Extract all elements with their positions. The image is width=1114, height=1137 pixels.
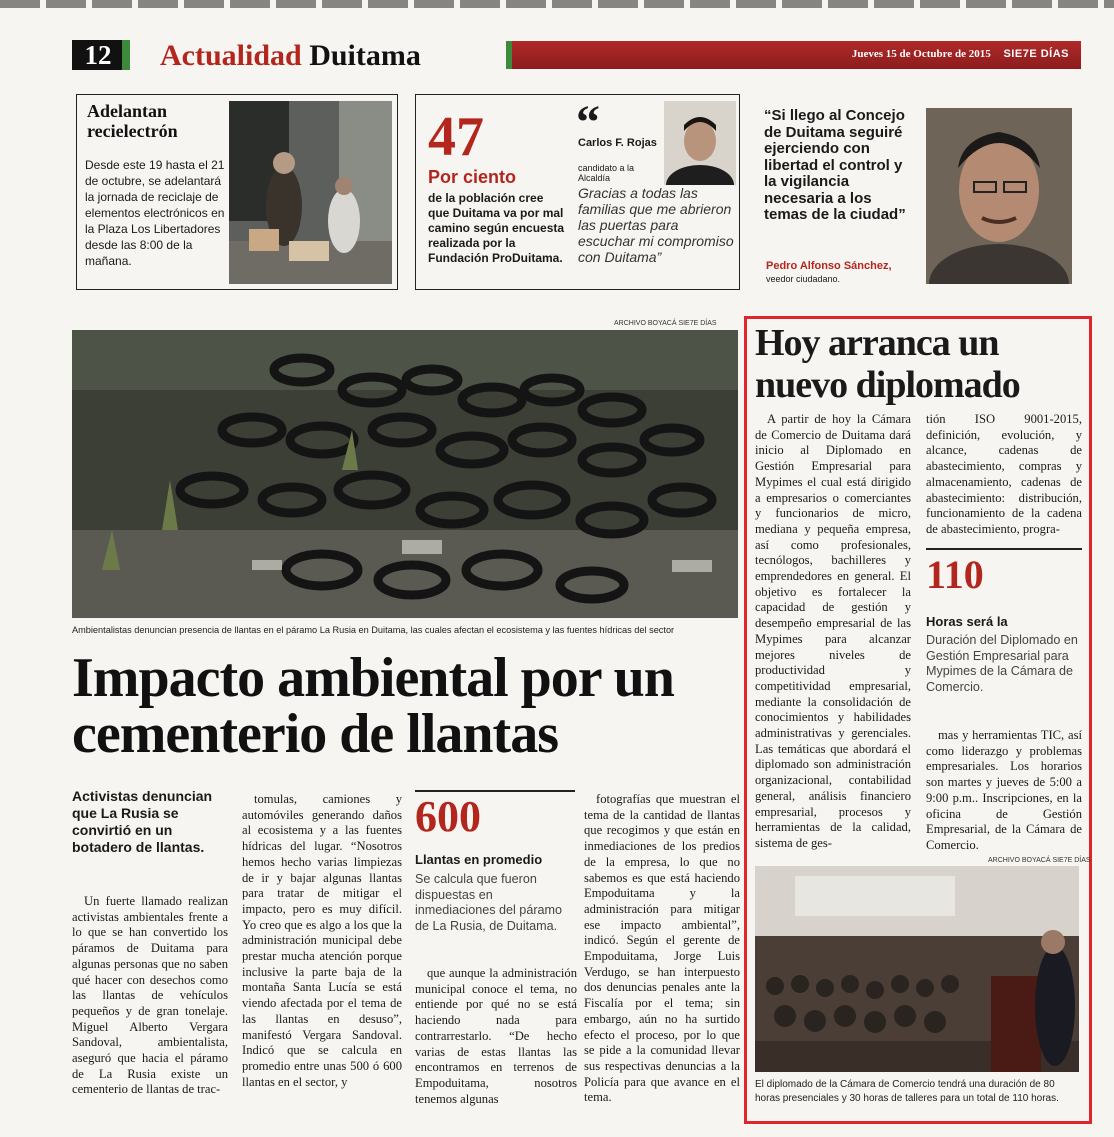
section-city: Duitama — [309, 39, 421, 72]
survey-body: de la población cree que Duitama va por mal camino según encuesta realizada por la Fundación ProDuitama. — [428, 191, 565, 265]
section-name: Actualidad — [160, 39, 302, 72]
header-bar — [506, 41, 1081, 69]
tires-stat-number: 600 — [415, 790, 575, 840]
quote-mark-icon: “ — [576, 96, 600, 149]
diplomado-photo — [755, 866, 1079, 1072]
recycling-body: Desde este 19 hasta el 21 de octubre, se adelantará la jornada de reciclaje de elementos electrónicos en la Plaza Los Libertadores desde las 8:00 de la mañana. — [85, 158, 225, 268]
page-number-accent — [122, 40, 130, 70]
recycling-title: Adelantan recielectrón — [87, 101, 178, 141]
diplomado-column-2-top — [926, 412, 1082, 538]
tires-stat-body: Se calcula que fueron dispuestas en inmediaciones del páramo de La Rusia, de Duitama. — [415, 872, 563, 934]
diplomado-photo-image — [755, 866, 1079, 1072]
page-number: 12 — [72, 40, 124, 70]
paper-name: SIE7E DÍAS — [1003, 48, 1069, 60]
tires-stat-label: Llantas en promedio — [415, 852, 543, 867]
issue-date-line — [852, 48, 1069, 60]
author-portrait — [664, 101, 736, 185]
tires-photo-image — [72, 330, 738, 618]
story-column-4 — [584, 792, 740, 1106]
diplomado-text: tión ISO 9001-2015, definición, evolución, y alcance, cadenas de abastecimiento, compras y almacenamiento, cadenas de abastecimiento: distribución, funcionamiento de la cadena de abastecimiento, progra- — [926, 412, 1082, 536]
veedor-box — [756, 98, 1081, 290]
diplomado-text: A partir de hoy la Cámara de Comercio de Duitama dará inicio al Diplomado en Gestión Empresarial para Mypimes el cual está dirigido a empresarios o comerciantes y funcionarios de micro, mediana y pequeña empresa, así como profesionales, tecnólogos, bachilleres y emprendedores en general. El objetivo es fortalecer la capacidad de gestión y desempeño empresarial de las Mypimes para alcanzar mejores niveles de productividad y competitividad empresarial, mediante la consolidación de conocimientos y habilidades administrativas y gerenciales. Las temáticas que abordará el diplomado son administración organizacional, contabilidad general, análisis financiero empresarial, procesos y herramientas de la calidad, sistema de ges- — [755, 412, 911, 850]
quote-author: Carlos F. Rojas — [578, 137, 657, 149]
diplomado-column-1 — [755, 412, 911, 852]
story-text: tomulas, camiones y automóviles generando daños al ecosistema y a las fuentes hídricas del lugar. “Nosotros hemos hecho varias limpiezas de ir y bajar algunas llantas para tratar de mitigar el impacto, pero es muy difícil. Yo creo que es algo a los que la administración municipal debe prestar mucha atención porque inclusive la parte baja de la montaña Santa Lucía se está viendo afectada por el tema de las llantas en desuso”, manifestó Vergara Sandoval. Indicó que se calcula en promedio entre unas 500 ó 600 llantas en el sector, y — [242, 792, 402, 1089]
veedor-quote: “Si llego al Concejo de Duitama seguiré ejerciendo con libertad el control y la vigilancia necesaria a los temas de la ciudad” — [764, 107, 906, 223]
hours-stat-number: 110 — [926, 548, 1082, 596]
tires-photo — [72, 330, 738, 618]
main-lede: Activistas denuncian que La Rusia se convirtió en un botadero de llantas. — [72, 788, 213, 855]
story-column-3 — [415, 966, 577, 1107]
main-photo-credit: ARCHIVO BOYACÁ SIE7E DÍAS — [614, 320, 717, 327]
diplomado-text: mas y herramientas TIC, así como liderazgo y problemas empresariales. Los horarios son martes y jueves de 5:00 a 9:00 p.m.. Inscripciones, en la oficina de Gestión Empresarial, de la Cámara de Comercio. — [926, 728, 1082, 852]
survey-number: 47 — [428, 106, 484, 168]
diplomado-photo-credit: ARCHIVO BOYACÁ SIE7E DÍAS — [988, 857, 1091, 864]
diplomado-headline: Hoy arranca un nuevo diplomado — [755, 322, 1020, 406]
quote-text: Gracias a todas las familias que me abrieron las puertas para escuchar mi compromiso con Duitama” — [578, 185, 734, 265]
story-column-2 — [242, 792, 402, 1090]
hours-stat-label: Horas será la — [926, 614, 1008, 629]
veedor-name: Pedro Alfonso Sánchez, — [766, 260, 892, 272]
survey-box — [415, 94, 740, 290]
hours-stat-body: Duración del Diplomado en Gestión Empresarial para Mypimes de la Cámara de Comercio. — [926, 633, 1078, 695]
recycling-photo-image — [229, 101, 392, 284]
quote-author-photo — [664, 101, 736, 185]
recycling-box — [76, 94, 398, 290]
veedor-portrait — [926, 108, 1072, 284]
story-column-1 — [72, 894, 228, 1098]
diplomado-column-2-bottom — [926, 728, 1082, 854]
veedor-photo — [926, 108, 1072, 284]
veedor-role: veedor ciudadano. — [766, 274, 841, 284]
story-text: que aunque la administración municipal conoce el tema, no entiende por qué no se está haciendo nada para contrarrestarlo. “De hecho varias de estas llantas las encontramos en terrenos de Empoduitama, nosotros tenemos algunas — [415, 966, 577, 1106]
story-text: fotografías que muestran el tema de la cantidad de llantas que recogimos y que están en inmediaciones de los predios de la empresa, lo que no sabemos es que está haciendo Empoduitama y la administración para mitigar ese impacto ambiental”, indicó. Según el gerente de Empoduitama, Jorge Luis Verdugo, se han interpuesto dos denuncias penales ante la Fiscalía por el tema; sin embargo, aún no ha surtido efecto el proceso, por lo que se pide a la comunidad llevar sus respectivas denuncias a la Policía para que avance en el tema. — [584, 792, 740, 1105]
main-photo-caption: Ambientalistas denuncian presencia de llantas en el páramo La Rusia en Duitama, las cuales afectan el ecosistema y las fuentes hídricas del sector — [72, 625, 675, 635]
quote-author-role: candidato a la Alcaldía — [578, 163, 635, 183]
section-title — [160, 38, 421, 74]
main-headline: Impacto ambiental por un cementerio de llantas — [72, 647, 674, 765]
survey-label: Por ciento — [428, 167, 517, 187]
diplomado-photo-caption: El diplomado de la Cámara de Comercio tendrá una duración de 80 horas presenciales y 30 horas de talleres para un total de 110 horas. — [755, 1079, 1059, 1104]
story-text: Un fuerte llamado realizan activistas ambientales frente a lo que se han convertido los páramos de Duitama para algunas personas que no saben qué hacer con desechos como las llantas de vehículos pequeños y de gran tonelaje. Miguel Alberto Vergara Sandoval, ambientalista, aseguró que hacia el páramo de La Rusia existe un cementerio de llantas de trac- — [72, 894, 228, 1097]
top-edge-strip — [0, 0, 1114, 8]
issue-date: Jueves 15 de Octubre de 2015 — [851, 48, 991, 60]
recycling-photo — [229, 101, 392, 284]
